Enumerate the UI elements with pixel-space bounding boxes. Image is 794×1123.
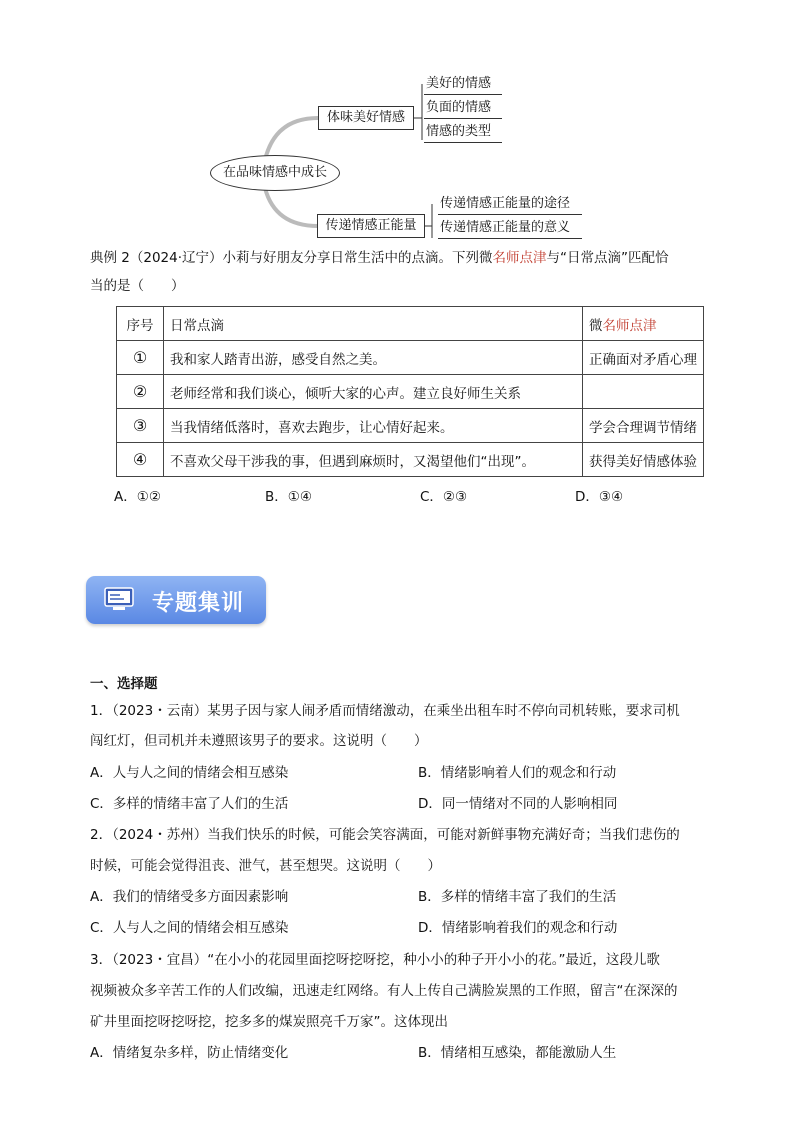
- question-2-option: B．多样的情绪丰富了我们的生活: [418, 889, 617, 905]
- example-table: [116, 306, 704, 477]
- header-daily: 日常点滴: [164, 307, 583, 341]
- row-num: ④: [117, 443, 164, 477]
- row-num: ②: [117, 375, 164, 409]
- question-2-option: D．情绪影响着我们的观念和行动: [418, 920, 618, 936]
- row-tip: 获得美好情感体验: [583, 443, 704, 477]
- mindmap-center-node: [210, 155, 340, 191]
- row-daily: 我和家人踏青出游，感受自然之美。: [164, 341, 583, 375]
- question-1-option: C．多样的情绪丰富了人们的生活: [90, 796, 289, 812]
- mindmap-leaf: 情感的类型: [424, 122, 502, 143]
- mindmap-leaf: 美好的情感: [424, 74, 502, 95]
- question-3-option: A．情绪复杂多样，防止情绪变化: [90, 1045, 289, 1061]
- mindmap-branch-1: [318, 106, 414, 130]
- example-text: 典例 2（2024·辽宁）小莉与好朋友分享日常生活中的点滴。下列微: [90, 250, 493, 266]
- example-highlight: 名师点津: [492, 250, 547, 266]
- row-tip: [583, 375, 704, 409]
- row-tip: 正确面对矛盾心理: [583, 341, 704, 375]
- question-3-option: B．情绪相互感染，都能激励人生: [418, 1045, 617, 1061]
- mindmap-leaf: 传递情感正能量的意义: [438, 218, 582, 239]
- mindmap-center-label: 在品味情感中成长: [222, 165, 327, 180]
- mindmap-branch-2: [317, 214, 425, 238]
- mindmap-leaf: 传递情感正能量的途径: [438, 194, 582, 215]
- table-row: [117, 341, 704, 375]
- question-3-line: 矿井里面挖呀挖呀挖，挖多多的煤炭照亮千万家”。这体现出: [90, 1014, 448, 1030]
- example-option-d: D．③④: [575, 489, 624, 505]
- mindmap-branch-1-label: 体味美好情感: [326, 110, 405, 125]
- table-row: [117, 375, 704, 409]
- question-2-option: A．我们的情绪受多方面因素影响: [90, 889, 289, 905]
- question-1-option: A．人与人之间的情绪会相互感染: [90, 765, 289, 781]
- question-3-line: 视频被众多辛苦工作的人们改编，迅速走红网络。有人上传自己满脸炭黑的工作照，留言“在深深的: [90, 983, 678, 999]
- header-tip-red: 名师点津: [602, 317, 657, 334]
- table-header-row: [117, 307, 704, 341]
- question-1-option: D．同一情绪对不同的人影响相同: [418, 796, 618, 812]
- row-daily: 不喜欢父母干涉我的事，但遇到麻烦时，又渴望他们“出现”。: [164, 443, 583, 477]
- mindmap-leaf: 负面的情感: [424, 98, 502, 119]
- question-1-line: 闯红灯，但司机并未遵照该男子的要求。这说明（ ）: [90, 733, 428, 749]
- example-line-2: 当的是（ ）: [90, 278, 185, 294]
- header-num: 序号: [117, 307, 164, 341]
- row-num: ①: [117, 341, 164, 375]
- row-num: ③: [117, 409, 164, 443]
- header-tip: [583, 307, 704, 341]
- question-3-line: 3．（2023・宜昌）“在小小的花园里面挖呀挖呀挖，种小小的种子开小小的花。”最近，这段儿歌: [90, 952, 660, 968]
- example-option-b: B．①④: [265, 489, 312, 505]
- question-1-line: 1．（2023・云南）某男子因与家人闹矛盾而情绪激动，在乘坐出租车时不停向司机转账，要求司机: [90, 703, 680, 719]
- section-title: 一、选择题: [90, 676, 158, 692]
- banner-title: 专题集训: [152, 591, 245, 616]
- example-option-c: C．②③: [420, 489, 468, 505]
- row-daily: 老师经常和我们谈心，倾听大家的心声。建立良好师生关系: [164, 375, 583, 409]
- example-text: 与“日常点滴”匹配恰: [546, 250, 669, 266]
- header-tip-a: 微: [589, 317, 603, 334]
- mindmap-branch-2-label: 传递情感正能量: [325, 218, 417, 233]
- section-banner: [86, 576, 266, 624]
- monitor-icon: [104, 587, 134, 611]
- row-daily: 当我情绪低落时，喜欢去跑步，让心情好起来。: [164, 409, 583, 443]
- table-row: [117, 443, 704, 477]
- question-2-line: 时候，可能会觉得沮丧、泄气，甚至想哭。这说明（ ）: [90, 858, 441, 874]
- table-row: [117, 409, 704, 443]
- example-line-1: [90, 248, 669, 268]
- example-option-a: A．①②: [114, 489, 161, 505]
- question-2-line: 2．（2024・苏州）当我们快乐的时候，可能会笑容满面，可能对新鲜事物充满好奇；当我们悲伤的: [90, 827, 680, 843]
- question-1-option: B．情绪影响着人们的观念和行动: [418, 765, 617, 781]
- row-tip: 学会合理调节情绪: [583, 409, 704, 443]
- question-2-option: C．人与人之间的情绪会相互感染: [90, 920, 289, 936]
